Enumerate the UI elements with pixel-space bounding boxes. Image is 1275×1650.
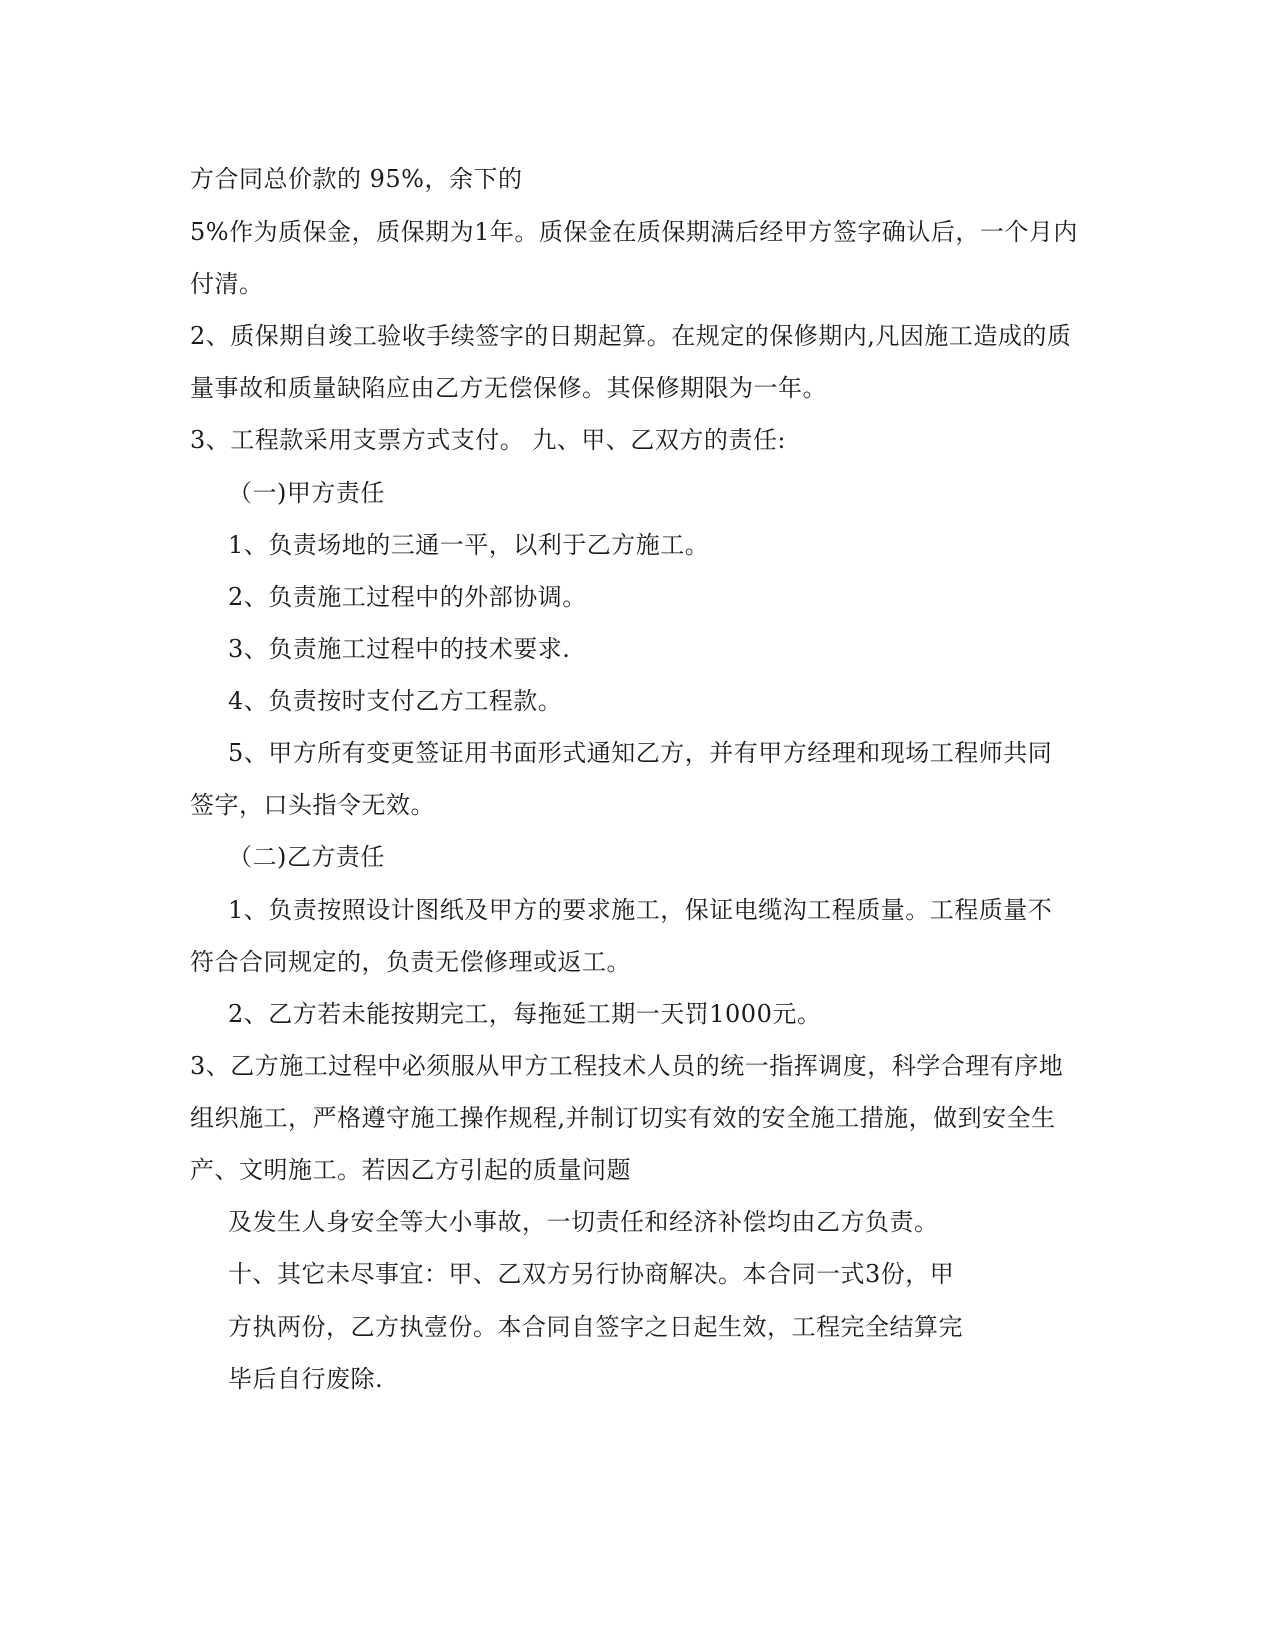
text-line-16: 符合合同规定的，负责无偿修理或返工。 — [190, 948, 631, 976]
text-line-6: 3、工程款采用支票方式支付。 九、甲、乙双方的责任: — [190, 426, 786, 454]
text-line-2: 5%作为质保金，质保期为1年。质保金在质保期满后经甲方签字确认后，一个月内 — [190, 218, 1078, 246]
text-line-24: 毕后自行废除. — [228, 1365, 384, 1393]
text-line-17: 2、乙方若未能按期完工，每拖延工期一天罚1000元。 — [228, 1000, 822, 1028]
text-line-13: 签字，口头指令无效。 — [190, 791, 435, 819]
text-line-19: 组织施工，严格遵守施工操作规程,并制订切实有效的安全施工措施，做到安全生 — [190, 1104, 1056, 1132]
text-line-10: 3、负责施工过程中的技术要求. — [228, 635, 571, 663]
text-line-4: 2、质保期自竣工验收手续签字的日期起算。在规定的保修期内,凡因施工造成的质 — [190, 322, 1072, 350]
text-line-9: 2、负责施工过程中的外部协调。 — [228, 583, 587, 611]
text-line-8: 1、负责场地的三通一平，以利于乙方施工。 — [228, 531, 710, 559]
text-line-11: 4、负责按时支付乙方工程款。 — [228, 687, 563, 715]
text-line-22: 十、其它未尽事宜：甲、乙双方另行协商解决。本合同一式3份，甲 — [228, 1260, 955, 1288]
text-line-3: 付清。 — [190, 270, 264, 298]
text-line-23: 方执两份，乙方执壹份。本合同自签字之日起生效，工程完全结算完 — [228, 1313, 963, 1341]
text-line-15: 1、负责按照设计图纸及甲方的要求施工，保证电缆沟工程质量。工程质量不 — [228, 896, 1053, 924]
text-line-20: 产、文明施工。若因乙方引起的质量问题 — [190, 1156, 631, 1184]
section-heading-party-b: （二)乙方责任 — [228, 843, 385, 871]
text-line-18: 3、乙方施工过程中必须服从甲方工程技术人员的统一指挥调度，科学合理有序地 — [190, 1052, 1064, 1080]
section-heading-party-a: （一)甲方责任 — [228, 479, 385, 507]
text-line-12: 5、甲方所有变更签证用书面形式通知乙方，并有甲方经理和现场工程师共同 — [228, 739, 1053, 767]
text-line-1: 方合同总价款的 95%，余下的 — [190, 165, 523, 193]
text-line-5: 量事故和质量缺陷应由乙方无偿保修。其保修期限为一年。 — [190, 374, 827, 402]
text-line-21: 及发生人身安全等大小事故，一切责任和经济补偿均由乙方负责。 — [228, 1208, 939, 1236]
